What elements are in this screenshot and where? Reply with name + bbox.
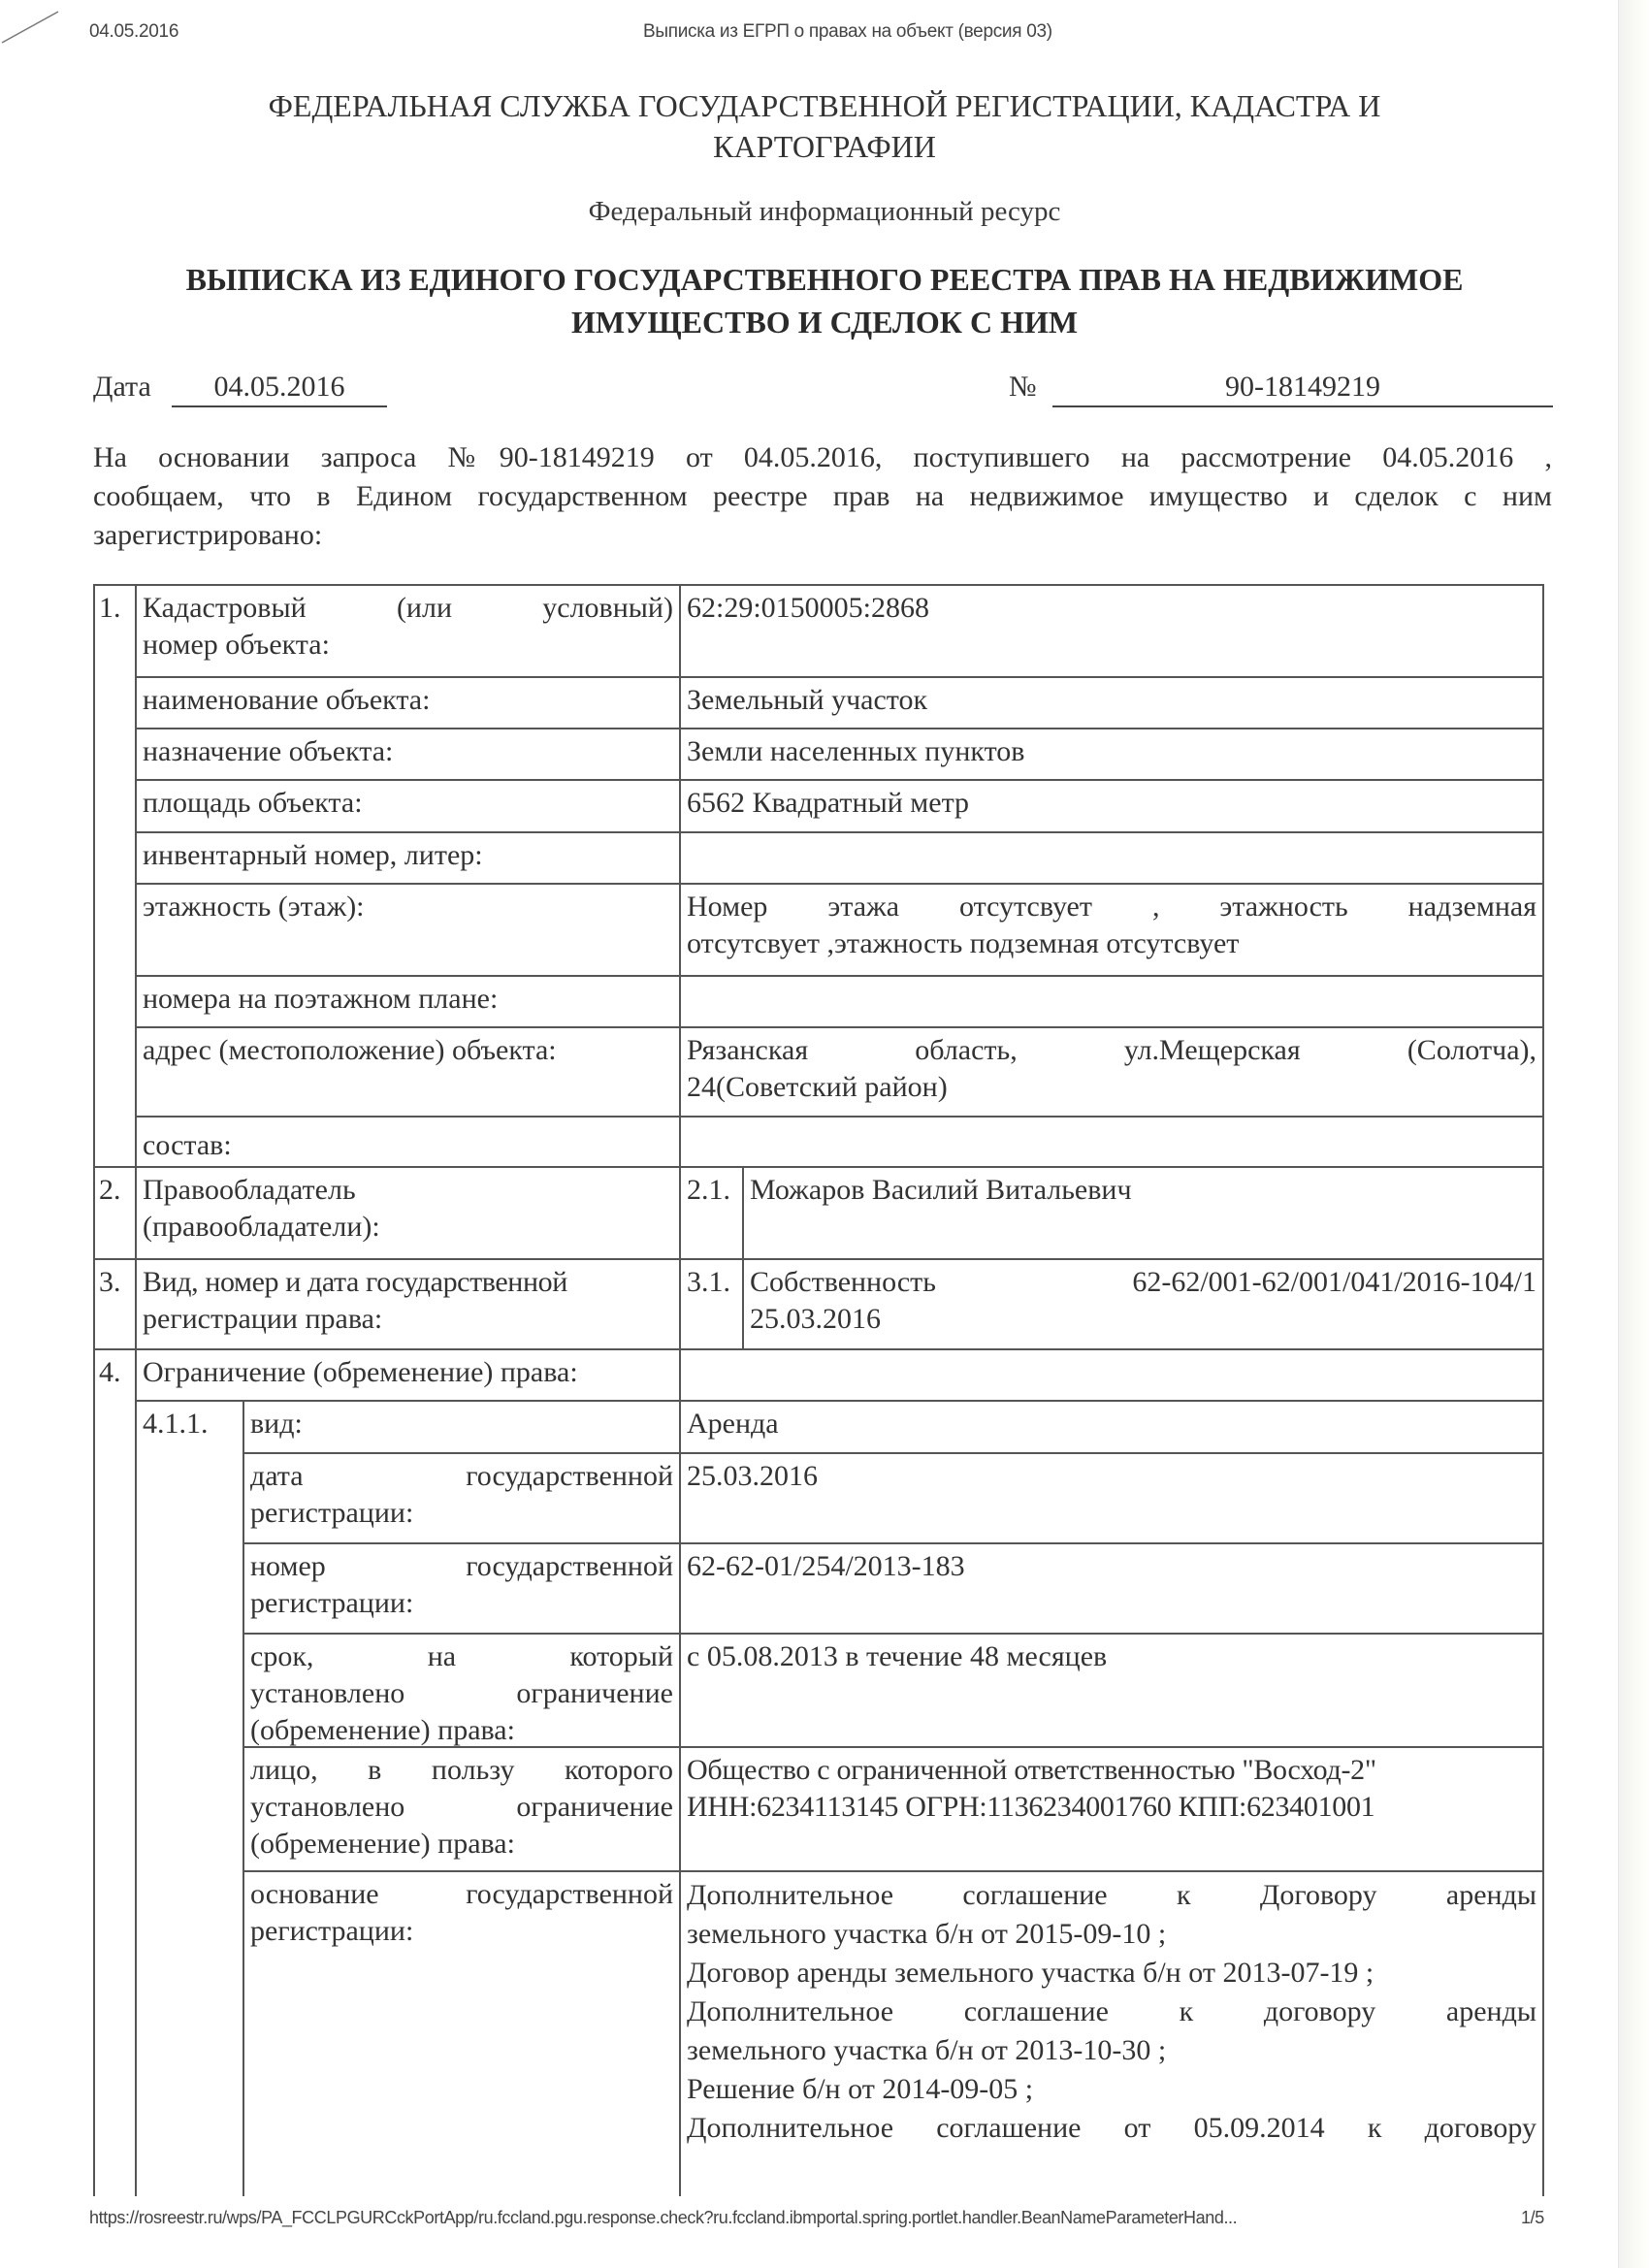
basis-line: Дополнительное соглашение к Договору аренды xyxy=(687,1879,1536,1911)
address-label: адрес (местоположение) объекта: xyxy=(135,1026,681,1118)
encumbrance-kind-label: вид: xyxy=(242,1400,681,1454)
beneficiary-label-line-3: (обременение) права: xyxy=(250,1828,515,1860)
section-3-number: 3. xyxy=(93,1258,137,1350)
basis-line: Решение б/н от 2014-09-05 ; xyxy=(687,2073,1034,2105)
intro-line-3: зарегистрировано: xyxy=(93,519,323,551)
floors-value-line-1: Номер этажа отсутсвует , этажность надземная xyxy=(687,891,1536,923)
right-holder-label-line-1: Правообладатель xyxy=(143,1174,356,1206)
date-label: Дата xyxy=(93,371,151,403)
beneficiary-value-line-1: Общество с ограниченной ответственностью "Восход-2" xyxy=(687,1754,1376,1786)
address-value-line-1: Рязанская область, ул.Мещерская (Солотча), xyxy=(687,1034,1536,1066)
corner-pen-mark xyxy=(0,8,62,47)
cadastral-label-word-1: Кадастровый xyxy=(143,592,307,624)
registration-right-label xyxy=(135,1258,681,1350)
cadastral-label-line-2: номер объекта: xyxy=(143,629,330,661)
basis-label-line-1: основание государственной xyxy=(250,1878,673,1910)
beneficiary-label-line-1: лицо, в пользу которого xyxy=(250,1754,673,1786)
agency-line-2: КАРТОГРАФИИ xyxy=(713,129,936,164)
basis-value xyxy=(679,1870,1544,2233)
section-2-number: 2. xyxy=(93,1166,137,1260)
encumbrance-kind-value: Аренда xyxy=(679,1400,1544,1454)
encumbrance-term-label xyxy=(242,1633,681,1748)
scan-page-edge xyxy=(1618,0,1649,2268)
resource-subtitle: Федеральный информационный ресурс xyxy=(588,196,1061,227)
encumbrance-reg-date-label xyxy=(242,1452,681,1544)
floors-value xyxy=(679,883,1544,977)
beneficiary-value-line-2: ИНН:6234113145 ОГРН:1136234001760 КПП:623401001 xyxy=(687,1791,1375,1823)
floors-value-line-2: отсутсвует ,этажность подземная отсутсвует xyxy=(687,927,1240,959)
footer-url: https://rosreestr.ru/wps/PA_FCCLPGURCckPortApp/ru.fccland.pgu.response.check?ru.fccland.ibmportal.spring.portlet.handler.BeanNameParameterHand... xyxy=(89,2208,1238,2227)
object-area-label: площадь объекта: xyxy=(135,779,681,833)
beneficiary-label xyxy=(242,1746,681,1872)
encumbrance-reg-date-value: 25.03.2016 xyxy=(679,1452,1544,1544)
right-holder-label-line-2: (правообладатели): xyxy=(143,1211,380,1243)
registration-right-label-line-1: Вид, номер и дата государственной xyxy=(143,1266,567,1298)
encumbrance-reg-number-label-line-2: регистрации: xyxy=(250,1587,414,1619)
address-value xyxy=(679,1026,1544,1118)
object-purpose-label: назначение объекта: xyxy=(135,728,681,781)
number-value: 90-18149219 xyxy=(1052,371,1553,407)
agency-name xyxy=(78,85,1571,167)
encumbrance-sub-number: 4.1.1. xyxy=(135,1400,244,2233)
composition-value xyxy=(679,1116,1544,1168)
beneficiary-value xyxy=(679,1746,1544,1872)
print-header-date: 04.05.2016 xyxy=(89,21,179,42)
right-holder-value: Можаров Василий Витальевич xyxy=(742,1166,1544,1260)
cadastral-label xyxy=(135,584,681,678)
print-header-title: Выписка из ЕГРП о правах на объект (версия 03) xyxy=(643,21,1052,42)
encumbrance-term-label-line-1: срок, на который xyxy=(250,1640,673,1672)
ownership-registration-number: 62-62/001-62/001/041/2016-104/1 xyxy=(1132,1266,1536,1298)
address-value-line-2: 24(Советский район) xyxy=(687,1071,948,1103)
intro-line-2: сообщаем, что в Едином государственном реестре прав на недвижимое имущество и сделок с ним xyxy=(93,480,1552,512)
encumbrance-value xyxy=(679,1348,1544,1402)
section-4-number: 4. xyxy=(93,1348,137,2233)
basis-label-line-2: регистрации: xyxy=(250,1915,414,1947)
object-area-value: 6562 Квадратный метр xyxy=(679,779,1544,833)
registration-right-label-line-2: регистрации права: xyxy=(143,1303,383,1335)
footer-page-number: 1/5 xyxy=(1521,2208,1544,2227)
basis-line: Дополнительное соглашение от 05.09.2014 к договору xyxy=(687,2112,1536,2144)
basis-line: земельного участка б/н от 2013-10-30 ; xyxy=(687,2034,1167,2066)
composition-label: состав: xyxy=(135,1116,681,1168)
registry-table xyxy=(93,584,1544,2233)
cadastral-value: 62:29:0150005:2868 xyxy=(679,584,1544,678)
basis-label xyxy=(242,1870,681,2233)
intro-line-1: На основании запроса №90-18149219 от 04.05.2016, поступившего на рассмотрение 04.05.2016 , xyxy=(93,441,1552,473)
object-name-value: Земельный участок xyxy=(679,676,1544,729)
document-title-line-1: ВЫПИСКА ИЗ ЕДИНОГО ГОСУДАРСТВЕННОГО РЕЕСТРА ПРАВ НА НЕДВИЖИМОЕ xyxy=(185,262,1464,297)
cadastral-label-word-3: условный) xyxy=(542,592,673,624)
floors-label: этажность (этаж): xyxy=(135,883,681,977)
basis-line: земельного участка б/н от 2015-09-10 ; xyxy=(687,1918,1167,1950)
date-value: 04.05.2016 xyxy=(172,371,387,407)
inventory-value xyxy=(679,831,1544,885)
encumbrance-reg-number-label xyxy=(242,1542,681,1635)
document-title-line-2: ИМУЩЕСТВО И СДЕЛОК С НИМ xyxy=(570,305,1079,340)
basis-line: Дополнительное соглашение к договору аренды xyxy=(687,1995,1536,2027)
ownership-registration-date: 25.03.2016 xyxy=(750,1303,881,1335)
object-purpose-value: Земли населенных пунктов xyxy=(679,728,1544,781)
number-label: № xyxy=(1009,371,1037,403)
floor-plan-value xyxy=(679,975,1544,1028)
encumbrance-term-value: с 05.08.2013 в течение 48 месяцев xyxy=(679,1633,1544,1748)
encumbrance-term-label-line-3: (обременение) права: xyxy=(250,1714,515,1746)
section-1-number: 1. xyxy=(93,584,137,1222)
encumbrance-reg-date-label-line-1: дата государственной xyxy=(250,1460,673,1492)
basis-line: Договор аренды земельного участка б/н от 2013-07-19 ; xyxy=(687,1957,1374,1989)
cadastral-label-line-1 xyxy=(143,590,673,627)
encumbrance-reg-number-value: 62-62-01/254/2013-183 xyxy=(679,1542,1544,1635)
right-holder-label xyxy=(135,1166,681,1260)
inventory-label: инвентарный номер, литер: xyxy=(135,831,681,885)
object-name-label: наименование объекта: xyxy=(135,676,681,729)
ownership-type: Собственность xyxy=(750,1266,936,1298)
registration-right-value xyxy=(742,1258,1544,1350)
encumbrance-reg-date-label-line-2: регистрации: xyxy=(250,1497,414,1529)
agency-line-1: ФЕДЕРАЛЬНАЯ СЛУЖБА ГОСУДАРСТВЕННОЙ РЕГИСТРАЦИИ, КАДАСТРА И xyxy=(268,88,1381,123)
registration-right-value-line-1 xyxy=(750,1264,1536,1301)
cadastral-label-word-2: (или xyxy=(396,592,453,624)
encumbrance-reg-number-label-line-1: номер государственной xyxy=(250,1550,673,1582)
beneficiary-label-line-2: установлено ограничение xyxy=(250,1791,673,1823)
floor-plan-label: номера на поэтажном плане: xyxy=(135,975,681,1028)
intro-paragraph xyxy=(93,438,1552,555)
right-holder-sub-number: 2.1. xyxy=(679,1166,744,1260)
encumbrance-term-label-line-2: установлено ограничение xyxy=(250,1677,673,1709)
encumbrance-label: Ограничение (обременение) права: xyxy=(135,1348,681,1402)
document-title xyxy=(78,258,1571,343)
registration-right-sub-number: 3.1. xyxy=(679,1258,744,1350)
